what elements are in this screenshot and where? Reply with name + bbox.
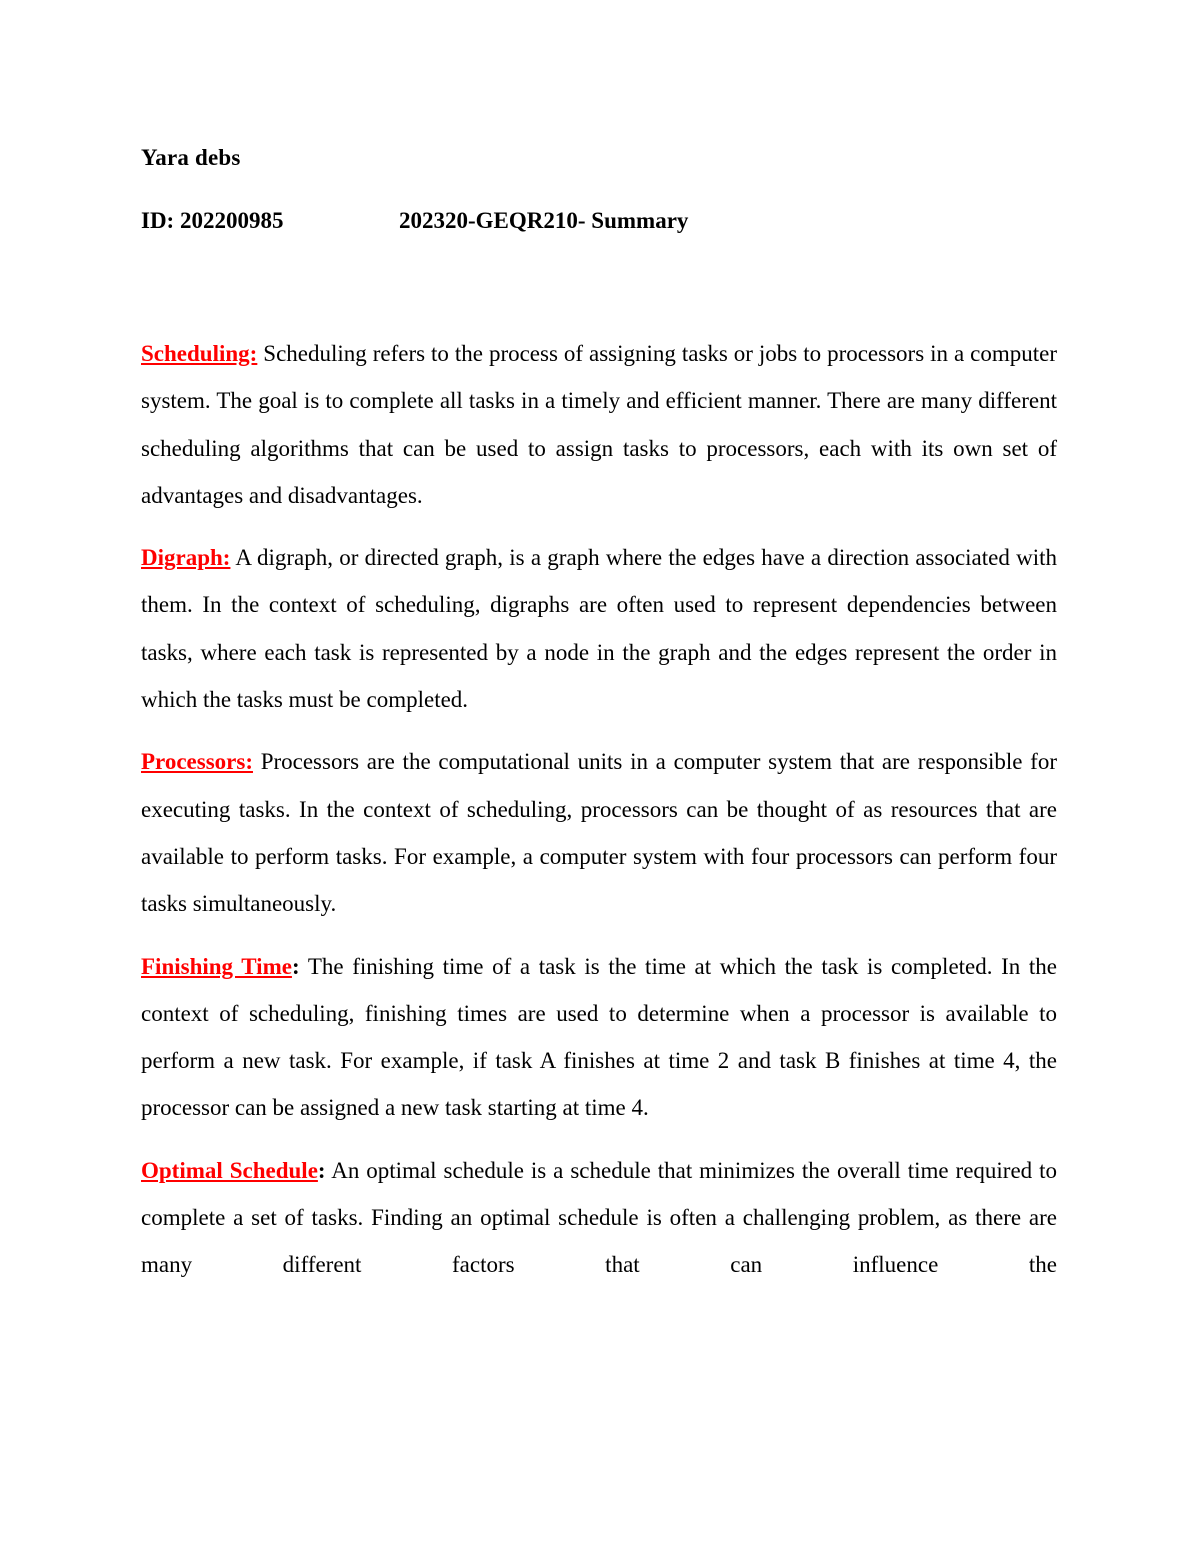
student-id: ID: 202200985	[141, 208, 284, 233]
paragraph-text: An optimal schedule is a schedule that minimizes the overall time required to complete a set of tasks. Finding an optimal schedule is often a challenging problem, as there are many different factors that can influence the	[141, 1157, 1057, 1278]
term-heading: Processors:	[141, 749, 253, 775]
paragraph-text: Scheduling refers to the process of assigning tasks or jobs to processors in a computer system. The goal is to complete all tasks in a timely and efficient manner. There are many different scheduling algorithms that can be used to assign tasks to processors, each with its own set of advantages and disadvantages.	[141, 341, 1057, 508]
paragraph-text: Processors are the computational units in a computer system that are responsible for executing tasks. In the context of scheduling, processors can be thought of as resources that are available to perform tasks. For example, a computer system with four processors can perform four tasks simultaneously.	[141, 749, 1057, 917]
paragraph-processors	[141, 738, 1057, 927]
paragraph-digraph	[141, 534, 1057, 723]
term-heading: Digraph:	[141, 545, 231, 571]
document-body	[141, 330, 1057, 1304]
author-name: Yara debs	[141, 145, 241, 170]
paragraph-text: A digraph, or directed graph, is a graph where the edges have a direction associated with them. In the context of scheduling, digraphs are often used to represent dependencies between tasks, where each task is represented by a node in the graph and the edges represent the order in which the tasks must be completed.	[141, 545, 1057, 713]
paragraph-text: The finishing time of a task is the time at which the task is completed. In the context of scheduling, finishing times are used to determine when a processor is available to perform a new task. For example, if task A finishes at time 2 and task B finishes at time 4, the processor can be assigned a new task starting at time 4.	[141, 953, 1057, 1121]
term-heading: Finishing Time	[141, 953, 292, 979]
paragraph-optimal-schedule	[141, 1147, 1057, 1289]
id-line	[141, 208, 689, 234]
term-colon: :	[317, 1157, 326, 1183]
paragraph-scheduling	[141, 330, 1057, 519]
paragraph-finishing-time	[141, 943, 1057, 1132]
course-title: 202320-GEQR210- Summary	[399, 208, 689, 233]
term-colon: :	[291, 953, 300, 979]
term-heading: Scheduling:	[141, 341, 258, 366]
term-heading: Optimal Schedule	[141, 1157, 318, 1183]
